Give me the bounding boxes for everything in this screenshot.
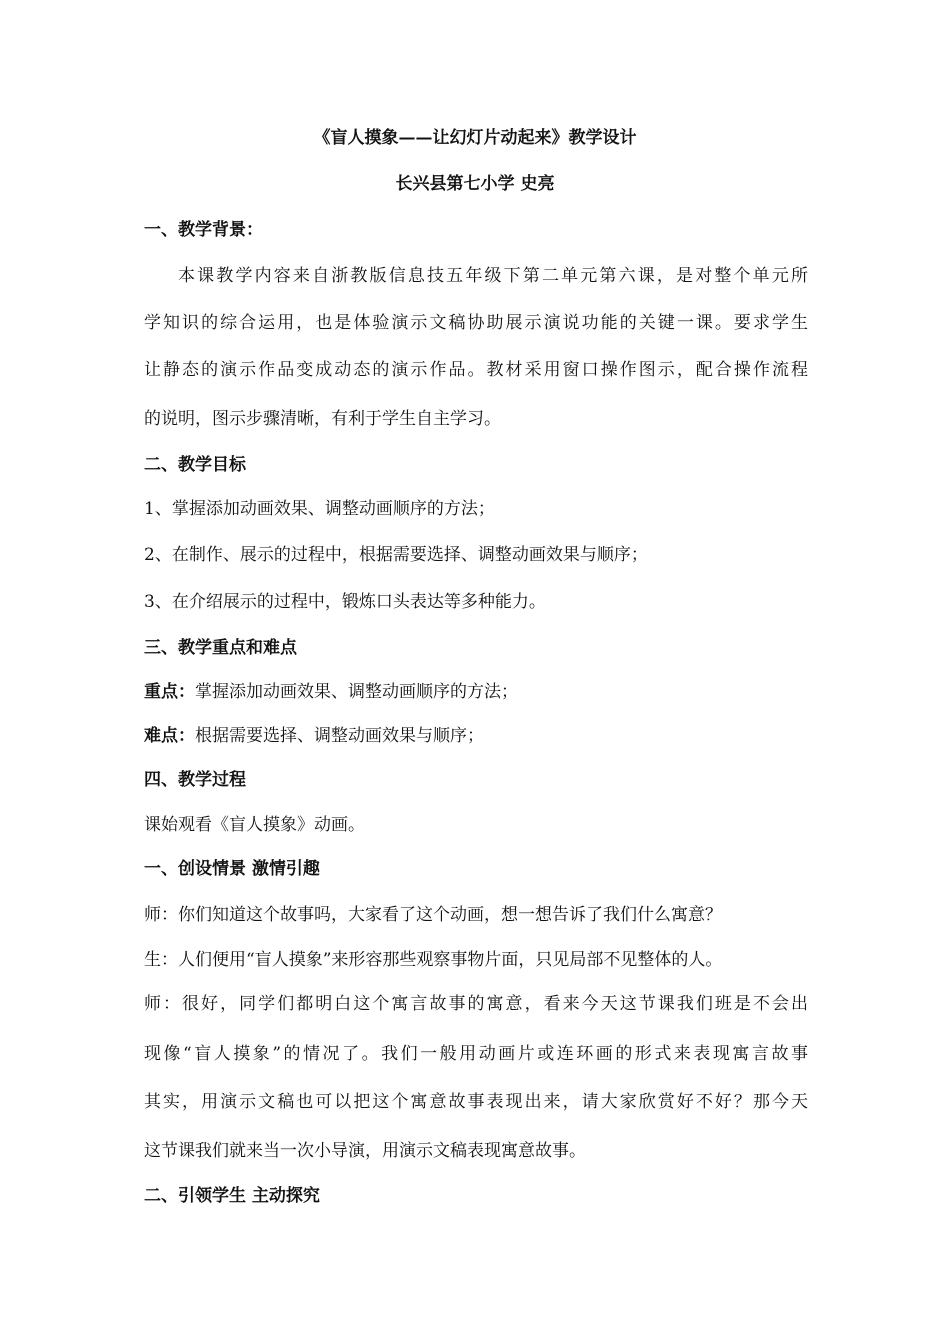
goal-item: 2、在制作、展示的过程中，根据需要选择、调整动画效果与顺序； [144,545,648,565]
step-heading: 二、引领学生 主动探究 [144,1186,320,1206]
section-heading-goals: 二、教学目标 [144,455,246,475]
goal-item: 1、掌握添加动画效果、调整动画顺序的方法； [144,499,495,519]
paragraph-line: 让静态的演示作品变成动态的演示作品。教材采用窗口操作图示，配合操作流程 [144,360,808,380]
difficult-point-line [144,724,808,748]
document-title: 《盲人摸象——让幻灯片动起来》教学设计 [313,128,637,148]
difficult-point-text: 根据需要选择、调整动画效果与顺序； [195,726,484,746]
process-intro: 课始观看《盲人摸象》动画。 [144,815,365,835]
author-line: 长兴县第七小学 史亮 [395,174,555,194]
paragraph-line: 学知识的综合运用，也是体验演示文稿协助展示演说功能的关键一课。要求学生 [144,313,808,333]
goal-item: 3、在介绍展示的过程中，锻炼口头表达等多种能力。 [144,592,546,612]
key-point-line [144,680,808,704]
paragraph-line: 的说明，图示步骤清晰，有利于学生自主学习。 [144,409,501,429]
paragraph-line: 本课教学内容来自浙教版信息技五年级下第二单元第六课，是对整个单元所 [178,266,808,286]
key-point-text: 掌握添加动画效果、调整动画顺序的方法； [195,682,518,702]
section-heading-background: 一、教学背景： [144,220,263,240]
key-point-label: 重点： [144,682,195,702]
dialogue-line: 生：人们便用“盲人摸象”来形容那些观察事物片面，只见局部不见整体的人。 [144,950,723,970]
dialogue-line: 现像“盲人摸象”的情况了。我们一般用动画片或连环画的形式来表现寓言故事 [144,1044,808,1064]
section-heading-process: 四、教学过程 [144,770,246,790]
difficult-point-label: 难点： [144,726,195,746]
dialogue-line: 这节课我们就来当一次小导演，用演示文稿表现寓意故事。 [144,1141,586,1161]
dialogue-line: 其实，用演示文稿也可以把这个寓意故事表现出来，请大家欣赏好不好？那今天 [144,1092,808,1112]
section-heading-key-points: 三、教学重点和难点 [144,638,297,658]
dialogue-line: 师：很好，同学们都明白这个寓言故事的寓意，看来今天这节课我们班是不会出 [144,994,808,1014]
step-heading: 一、创设情景 激情引趣 [144,859,320,879]
dialogue-line: 师：你们知道这个故事吗，大家看了这个动画，想一想告诉了我们什么寓意？ [144,905,722,925]
